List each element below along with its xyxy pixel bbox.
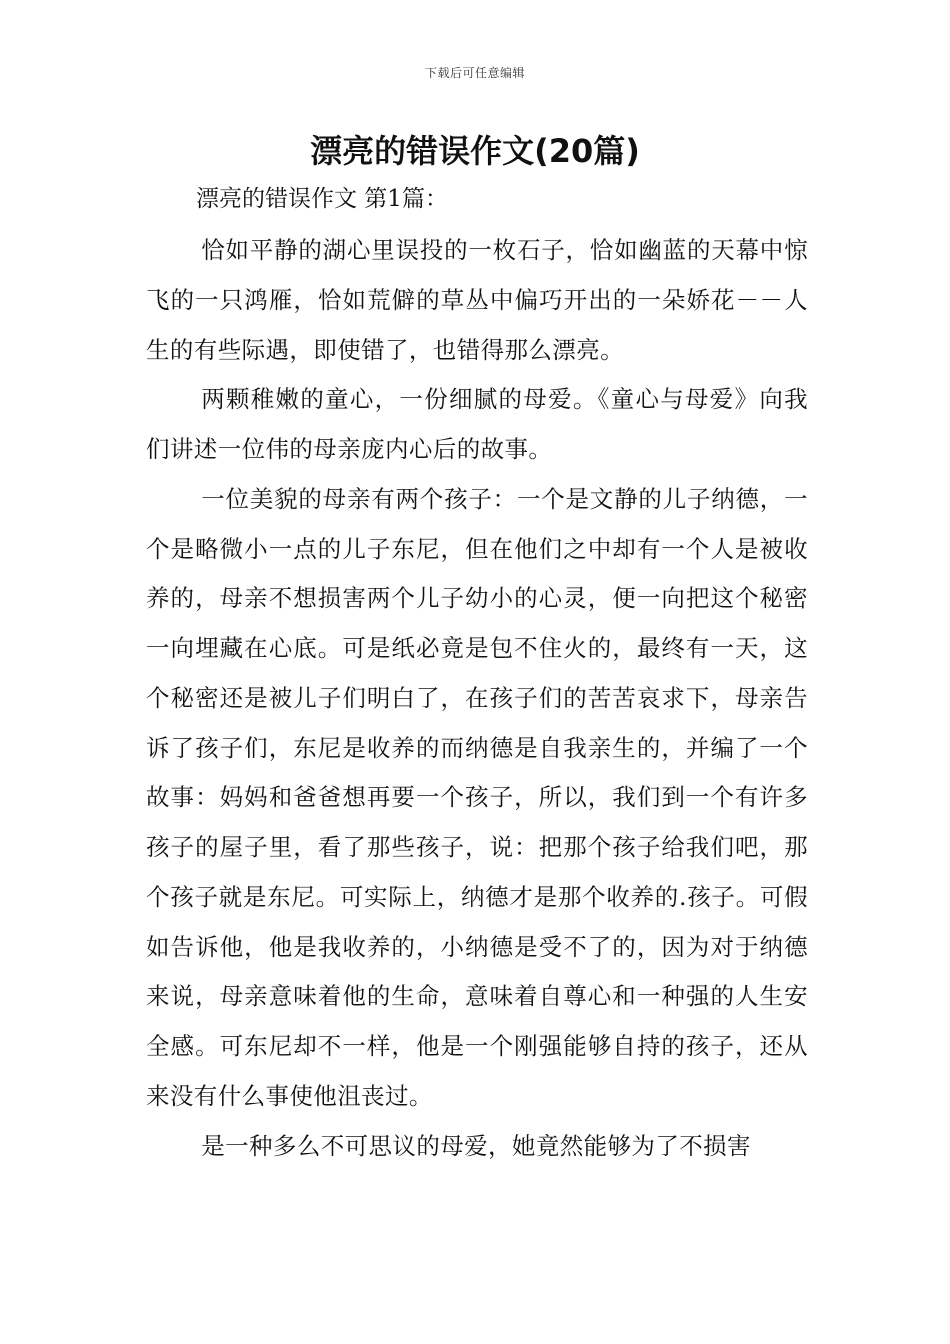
document-body (146, 226, 808, 1171)
paragraph: 两颗稚嫩的童心，一份细腻的母爱。《童心与母爱》向我们讲述一位伟的母亲庞内心后的故事。 (146, 385, 808, 463)
paragraph: 恰如平静的湖心里误投的一枚石子，恰如幽蓝的天幕中惊飞的一只鸿雁，恰如荒僻的草丛中偏巧开出的一朵娇花－－人生的有些际遇，即使错了，也错得那么漂亮。 (146, 236, 808, 364)
section-heading: 漂亮的错误作文 第1篇： (196, 186, 448, 212)
document-title: 漂亮的错误作文(20篇) (310, 132, 640, 170)
paragraph: 一位美貌的母亲有两个孩子：一个是文静的儿子纳德，一个是略微小一点的儿子东尼，但在他们之中却有一个人是被收养的，母亲不想损害两个儿子幼小的心灵，便一向把这个秘密一向埋藏在心底。可是纸必竟是包不住火的，最终有一天，这个秘密还是被儿子们明白了，在孩子们的苦苦哀求下，母亲告诉了孩子们，东尼是收养的而纳德是自我亲生的，并编了一个故事：妈妈和爸爸想再要一个孩子，所以，我们到一个有许多孩子的屋子里，看了那些孩子，说：把那个孩子给我们吧，那个孩子就是东尼。可实际上，纳德才是那个收养的.孩子。可假如告诉他，他是我收养的，小纳德是受不了的，因为对于纳德来说，母亲意味着他的生命，意味着自尊心和一种强的人生安全感。可东尼却不一样，他是一个刚强能够自持的孩子，还从来没有什么事使他沮丧过。 (146, 484, 808, 1110)
header-note: 下载后可任意编辑 (424, 66, 525, 80)
paragraph: 是一种多么不可思议的母爱，她竟然能够为了不损害 (201, 1131, 751, 1160)
